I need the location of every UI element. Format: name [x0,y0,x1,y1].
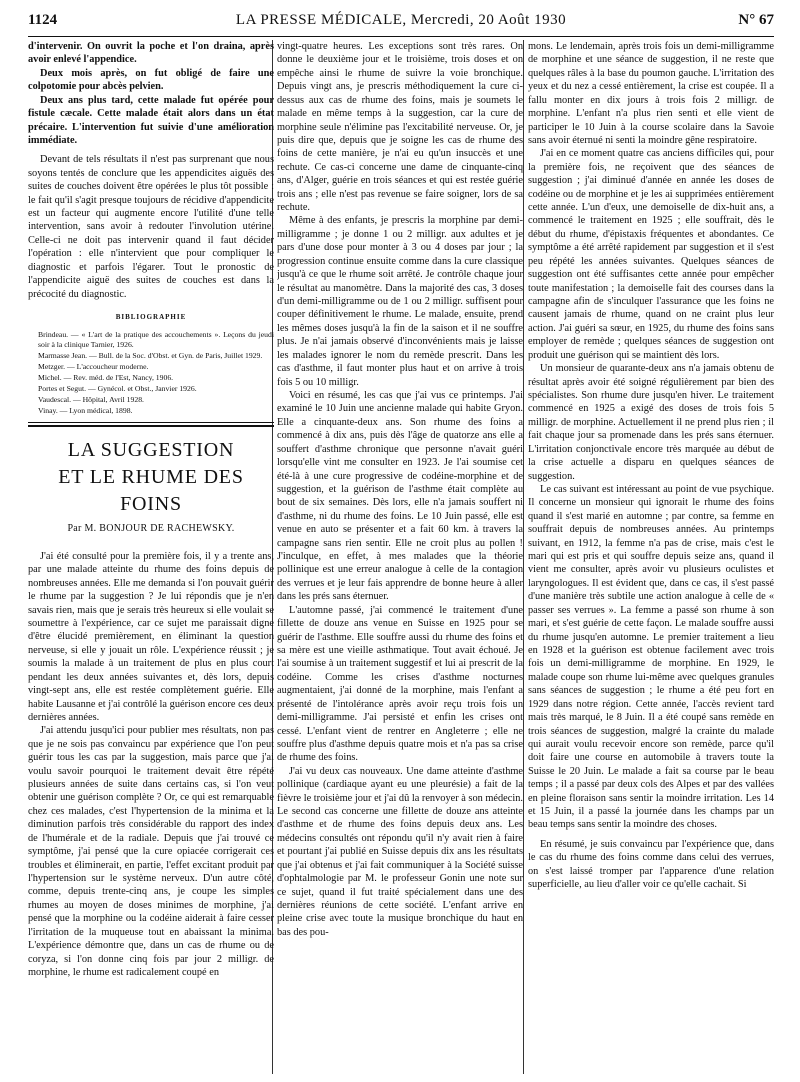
bibliography-heading: BIBLIOGRAPHIE [115,313,187,322]
paragraph: Deux ans plus tard, cette malade fut opérée pour fistule cæcale. Cette malade était alors dans un état précaire. L'intervention fut suivie d'une amélioration immédiate. [28,94,274,146]
paragraph: En résumé, je suis convaincu par l'expérience que, dans le cas du rhume des foins comme dans celui des verrues, on s'est laissé tromper par l'apparence d'une relation superficielle, au lieu d'aller voir ce qu'elle cachait. Si [528,838,774,891]
paragraph: Le cas suivant est intéressant au point de vue psychique. Il concerne un monsieur qui ignorait le rhume des foins quand il s'est marié en automne ; par contre, sa femme en souffrait depuis de nombreuses années. Au printemps suivant, en 1912, la femme n'a pas de crise, mais c'est le mari qui est pris et qui souffre depuis seize ans, quand il vient me consulter, après avoir vu plusieurs oculistes et laryngologues. Il est évident que, dans ce cas, il s'est passé d'une manière très subtile une action analogue à celle de « passer ses verrues ». La femme a passé son rhume à son mari, et s'est guérie de cette façon. Le malade souffre aussi du rhume jusqu'en automne. Le premier traitement a lieu en 1928 et la guérison est obtenue facilement avec trois fois un demi-milligramme de morphine. En 1929, le malade coupe son rhume lui-même avec quelques granules sans séances de suggestion ; le rhume a été peu fort en 1929 dans notre région. Cette année, l'accès revient tard mais très marqué, le 8 Juin. Il a été coupé sans remède en trois séances de suggestion, malgré la crainte du malade qui aurait voulu recevoir encore son remède, parce qu'il doit faire une course en automobile à travers toute la Suisse le 20 Juin. Le malade a fait sa course par le beau temps ; il a passé par deux cols des Alpes et par des vallées en pleine floraison sans sentir la moindre irritation. Les 14 et 15 Juin, il a passé la journée dans les champs par un beau temps sans sentir la moindre des choses. [528,483,774,831]
paragraph: J'ai été consulté pour la première fois, il y a trente ans, par une malade atteinte du rhume des foins depuis de nombreuses années. Elle me demanda si l'on pouvait guérir le rhume par la suggestion ? Je lui répondis que je n'en savais rien, mais que je serais très heureux si elle voulait se soumettre à l'expérience, car ce sujet me paraissait digne d'être élucidé premièrement, en éliminant la question nerveuse, si elle y jouait un rôle. L'expérience réussit ; je soumis la malade à un traitement de plus en plus court pendant les deux années suivantes et, dès lors, depuis vingt-sept ans, elle est restée complètement guérie. Elle habite Lausanne et j'ai contrôlé la guérison encore ces deux dernières années. [28,550,274,723]
column-separator [523,40,524,1074]
bibliography-entry: Vinay. — Lyon médical, 1898. [38,406,133,416]
page-header [28,12,774,34]
paragraph: L'automne passé, j'ai commencé le traitement d'une fillette de douze ans venue en Suisse en 1925 pour se guérir de l'asthme. Elle souffre aussi du rhume des foins et sa mère est une vieille asthmatique. Tout avait échoué. Je l'ai soumise à un traitement suggestif et lui ai prescrit de la codéine. Comme les crises d'asthme nocturnes augmentaient, j'ai donné de la morphine, mais l'enfant a présenté de l'intolérance après avoir reçu trois fois un demi-milligramme. J'ai persisté et enfin les crises ont cessé. L'enfant vient de rentrer en Angleterre ; elle ne souffre plus d'asthme depuis quatre mois et n'a pas sa crise de rhume des foins. [277,604,523,764]
paragraph: J'ai attendu jusqu'ici pour publier mes résultats, non pas que je ne sois pas convaincu par expérience que l'on peut guérir tous les cas par la suggestion, mais parce que j'ai voulu savoir pourquoi le traitement devait être répété plusieurs années de suite dans certains cas, si l'on veut obtenir une guérison complète ? Or, ce qui est remarquable chez ces malades, c'est l'hypertension de la minima et la diminution parfois très considérable du rapport des index de l'humérale et de la radiale. Depuis que j'ai trouvé ce symptôme, j'ai pensé que la cure opiacée corrigerait ces troubles et éliminerait, en partie, l'effet excitant produit par l'hypertension sur le système nerveux. D'un autre côté, comme, depuis trente-cinq ans, je coupe les simples rhumes au moyen de doses minimes de morphine, j'ai pensé que la morphine ou la codéine aiderait à faire cesser l'irritation de la muqueuse tout en abaissant la minima. L'expérience démontre que, dans un cas de rhume ou de coryza, si l'on donne cinq fois par jour 2 milligr. de morphine, le rhume est radicalement coupé en [28,725,274,978]
paragraph: Deux mois après, on fut obligé de faire une colpotomie pour abcès pelvien. [28,67,274,93]
paragraph: J'ai en ce moment quatre cas anciens difficiles qui, pour la première fois, ne reçoivent que des séances de suggestion ; j'ai diminué d'année en année les doses de codéine ou de morphine et je les ai supprimées entièrement cette année. L'un d'eux, une demoiselle de dix-huit ans, a commencé le traitement en 1925 ; elle souffrait, dès le début du rhume, d'épistaxis fréquentes et abondantes. Ce symptôme a été arrêté rapidement par suggestion et il s'est peu répété les années suivantes. Quelques séances de suggestion ont été suffisantes cette année pour empêcher toute manifestation ; la demoiselle fait des courses dans la campagne afin de s'inculquer l'assurance que les foins ne causent jamais de rhume, quand on ne craint plus leur action. J'ai guéri sa sœur, en 1925, du rhume des foins sans employer de remède ; quelques séances de suggestion ont produit une guérison qui se maintient dès lors. [528,148,774,361]
bibliography-entry: Michel. — Rev. méd. de l'Est, Nancy, 1906. [38,373,174,383]
paragraph: vingt-quatre heures. Les exceptions sont très rares. On donne le deuxième jour et le troisième, trois doses et on empêche ainsi le rhume de suivre la voie bronchique. Depuis vingt ans, je prescris méthodiquement la cure ci-dessus aux cas de rhume des foins, mais je soumets le malade en même temps à la suggestion, car la cure de morphine seule n'élimine pas l'excitabilité nerveuse. Or, je puis dire que, depuis que je soigne les cas de rhume des foins de cette manière, je n'ai eu qu'un insuccès et une rechute. Ce cas-ci concerne une dame de cinquante-cinq ans, d'Alger, guérie en trois séances et qui est restée guérie trois ans ; elle n'est pas revenue se faire soigner, lors de sa rechute. [277,41,523,214]
issue-number: N° 67 [738,12,774,28]
bibliography-entry: Marmasse Jean. — Bull. de la Soc. d'Obst. et Gyn. de Paris, Juillet 1929. [38,351,263,361]
paragraph: mons. Le lendemain, après trois fois un demi-milligramme de morphine et une séance de suggestion, il ne reste que quelques râles à la base du poumon gauche. L'irritation des yeux et du nez a cessé entièrement, la crise est coupée. Il a fallu monter en dix jours à trois fois 2 milligr. de morphine. L'enfant n'a plus rien senti et elle vient de participer le 10 Juin à la course scolaire dans la Savoie sans avoir éternué ni senti la moindre gêne respiratoire. [528,41,774,146]
column-1 [28,40,274,1074]
article-title-line: LA SUGGESTION [67,439,235,462]
bibliography-entry: Vaudescal. — Hôpital, Avril 1928. [38,395,144,405]
bibliography-entry: Portes et Segut. — Gynécol. et Obst., Janvier 1926. [38,384,197,394]
page-number: 1124 [28,12,58,28]
column-3 [528,40,774,1074]
bibliography-list [28,330,274,416]
article-byline: Par M. BONJOUR DE RACHEWSKY. [67,523,235,535]
paragraph: J'ai vu deux cas nouveaux. Une dame atteinte d'asthme pollinique (cardiaque ayant eu une pleurésie) a fait de la fièvre le troisième jour et j'ai dû la renvoyer à son médecin. Le second cas concerne une fillette de douze ans atteinte d'asthme et de rhume des foins depuis deux ans. Les médecins consultés ont répondu qu'il n'y avait rien à faire et pourtant j'ai publié en Suisse depuis dix ans les résultats que j'ai obtenus et j'ai fait communiquer à la Société suisse d'ophtalmologie par M. le professeur Gonin une note sur ce sujet, quand il fut traité spécialement dans une des dernières réunions de cette société. L'enfant arrive en pleine crise avec toute la musique bronchique du haut en bas des pou- [277,765,523,938]
section-rule [28,422,274,423]
journal-title: LA PRESSE MÉDICALE, Mercredi, 20 Août 1930 [235,12,567,28]
header-rule [28,36,774,37]
article-title [28,437,274,518]
paragraph: Devant de tels résultats il n'est pas surprenant que nous soyons tentés de conclure que les appendicites aiguës des suites de couches doivent être opérées le plus tôt possible : le fait qu'il s'agit presque toujours de récidive d'appendicite est un facteur qui augmente encore l'utilité d'une telle intervention, sans avoir à redouter l'involution utérine. Celle-ci ne doit pas intervenir quand il faut décider l'opération : elle n'intervient que pour compliquer le diagnostic et parfois l'égarer. Tout le pronostic de l'appendicite aiguë des suites de couches est dans la précocité du diagnostic. [28,154,274,300]
paragraph: Voici en résumé, les cas que j'ai vus ce printemps. J'ai examiné le 10 Juin une ancienne malade qui habite Gryon. Elle a cinquante-deux ans. Son rhume des foins a commencé à dix ans, puis dès l'âge de quatorze ans elle a souffert d'asthme chronique que personne n'avait guéri lorsqu'elle vint me consulter en 1923. Je l'ai soumise cet été-là à une cure progressive de codéine-morphine et de suggestion, et la guérison de l'asthme était complète au bout de six semaines. Dès lors, elle n'a jamais souffert ni d'asthme, ni du rhume des foins. Le 10 Juin passé, elle est venue en auto se présenter et a fait 60 km. à travers la campagne sans rien sentir. Elle ne croit plus au pollen ! J'inculque, en effet, à mes malades que la théorie pollinique est une erreur analogue à celle de la contagion des verrues et je leur fais apprendre de bonne heure à aller dans les prés sans éternuer. [277,389,523,603]
paragraph: Même à des enfants, je prescris la morphine par demi-milligramme ; je donne 1 ou 2 milligr. aux adultes et je pars d'une dose pour monter à 3 ou 4 doses par jour ; la progression continue ensuite comme dans la cure classique jusqu'à ce que le rhume soit arrêté. Je contrôle chaque jour le résultat au manomètre. Dans la majorité des cas, 3 doses d'un demi-milligramme ou de 1 ou 2 milligr. suffisent pour couper définitivement le rhume. Le malade, ensuite, prend les mêmes doses jusqu'à la fin de la saison et il ne souffre plus. Je n'ai jamais observé d'inconvénients mais je laisse les malades ignorer le nom du remède prescrit. Dans les cas d'asthme, il faut monter plus haut et on arrive à trois fois 5 ou 10 milligr. [277,215,523,388]
section-rule [28,425,274,427]
bibliography-entry: Metzger. — L'accoucheur moderne. [38,362,149,372]
paragraph: Un monsieur de quarante-deux ans n'a jamais obtenu de résultat après avoir été soigné régulièrement par bien des spécialistes. Son rhume dure jusqu'en hiver. Le traitement commencé en 1925 a exigé des doses de trois fois 5 milligr. de morphine. Actuellement il ne prend plus rien ; il fait chaque jour sa promenade dans les prés sans éternuer. L'irritation conjonctivale encore très marquée au début de la crise actuelle a disparu en quelques séances de suggestion. [528,363,774,482]
bibliography-entry: Brindeau. — « L'art de la pratique des accouchements ». Leçons du jeudi soir à la clinique Tarnier, 1926. [38,330,274,350]
paragraph: d'intervenir. On ouvrit la poche et l'on draina, après avoir enlevé l'appendice. [28,41,274,66]
column-2 [277,40,523,1074]
article-title-line: ET LE RHUME DES FOINS [58,466,244,516]
